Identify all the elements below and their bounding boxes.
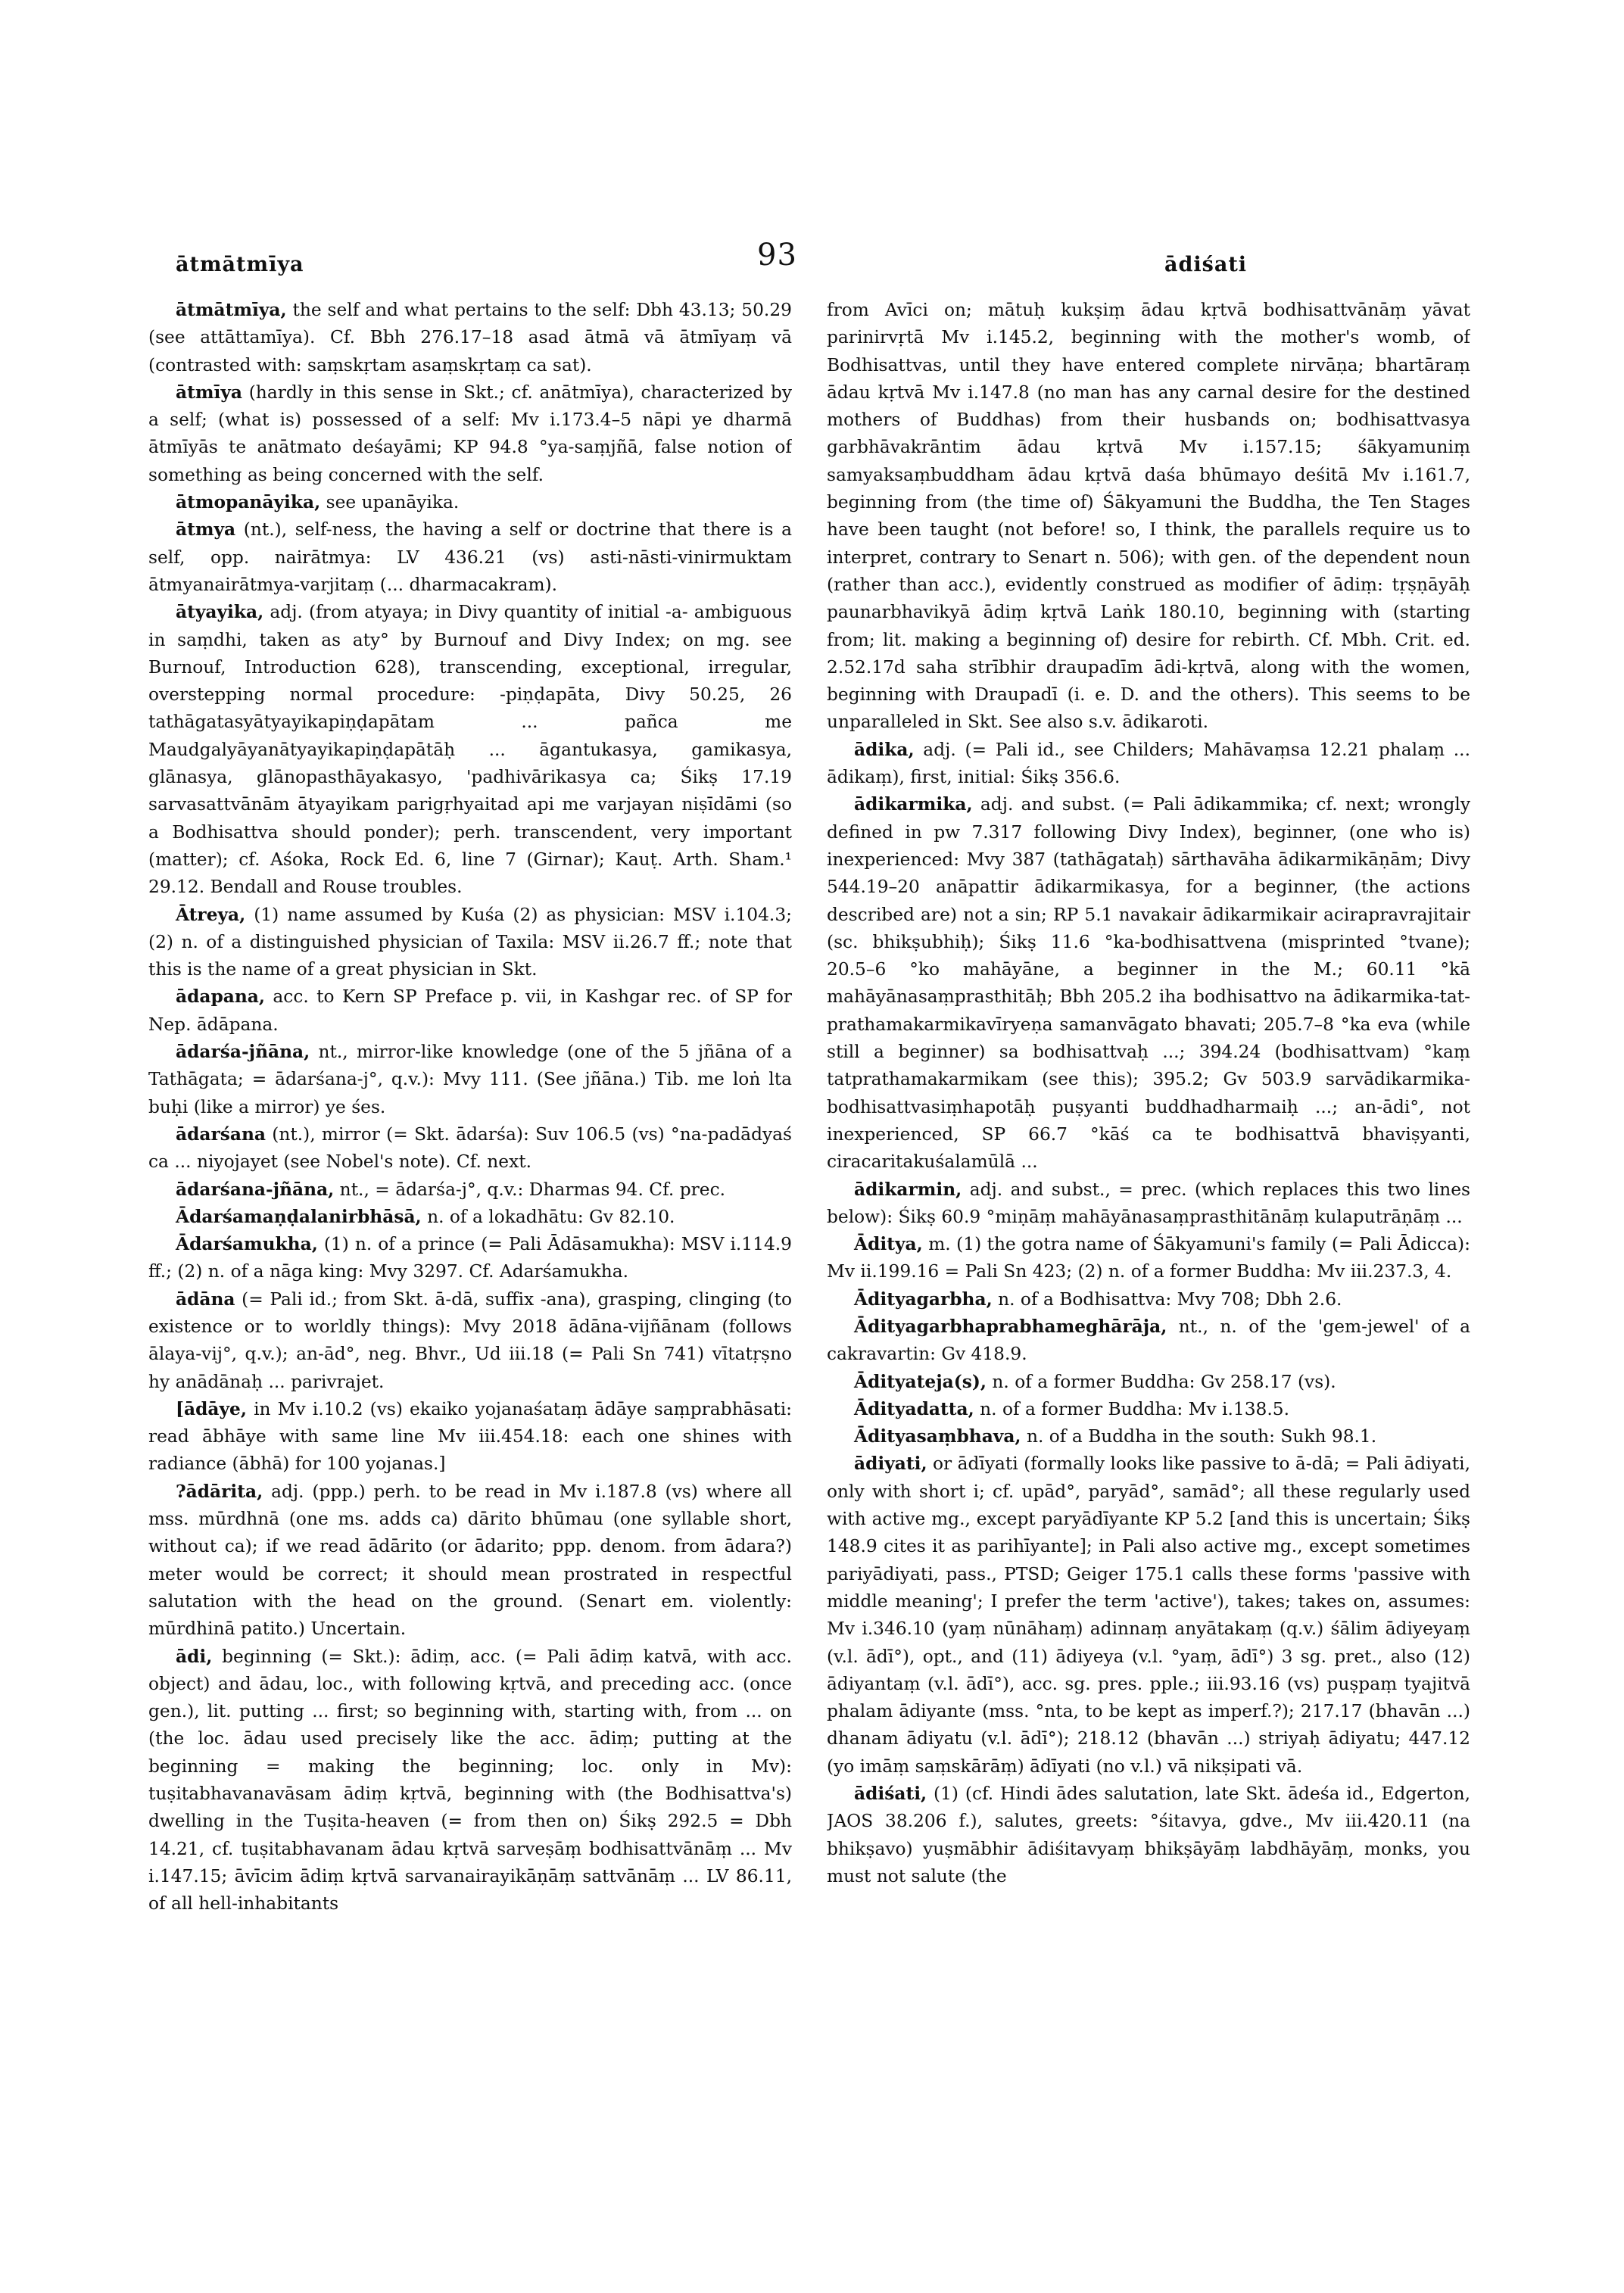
entry-headword: Ādarśamukha, — [176, 1234, 318, 1255]
entry-text: (= Pali id.; from Skt. ā-dā, suffix -ana), grasping, clinging (to existence or to worldly things): Mvy 2018 ādāna-vijñānam (follows ālaya-vij°, q.v.); an-ād°, neg. Bhvr., Ud iii.18 (= Pali Sn 741) vītatṛṣno hy anādānaḥ ... parivrajet. — [148, 1288, 792, 1392]
dictionary-entry — [827, 297, 1470, 737]
entry-headword: ādiyati, — [854, 1453, 927, 1475]
entry-text: n. of a Bodhisattva: Mvy 708; Dbh 2.6. — [992, 1288, 1342, 1310]
dictionary-entry — [148, 1396, 792, 1478]
entry-headword: Ādityateja(s), — [854, 1371, 987, 1392]
entry-text: (1) name assumed by Kuśa (2) as physician: MSV i.104.3; (2) n. of a distinguished physician of Taxila: MSV ii.26.7 ff.; note that this is the name of a great physician in Skt. — [148, 904, 792, 980]
entry-text: in Mv i.10.2 (vs) ekaiko yojanaśataṃ ādāye saṃprabhāsati: read ābhāye with same line Mv iii.454.18: each one shines with radiance (ābhā) for 100 yojanas.] — [148, 1398, 792, 1475]
dictionary-entry — [148, 489, 792, 516]
entry-headword: ādarśana-jñāna, — [176, 1179, 335, 1200]
left-column — [148, 297, 792, 2235]
dictionary-entry — [148, 1121, 792, 1176]
dictionary-entry — [827, 791, 1470, 1176]
entry-text: beginning (= Skt.): ādiṃ, acc. (= Pali ādiṃ katvā, with acc. object) and ādau, loc., with following kṛtvā, and preceding acc. (once gen.), lit. putting ... first; so beginning with, starting with, from ... on (the loc. ādau used precisely like the acc. ādiṃ; putting at the beginning = making the beginning; loc. only in Mv): tuṣitabhavanavāsam ādiṃ kṛtvā, beginning with (the Bodhisattva's) dwelling in the Tuṣita-heaven (= from then on) Śikṣ 292.5 = Dbh 14.21, cf. tuṣitabhavanam ādau kṛtvā sarveṣāṃ bodhisattvānāṃ ... Mv i.147.15; āvīcim ādiṃ kṛtvā sarvanairayikāṇāṃ sattvānāṃ ... LV 86.11, of all hell-inhabitants — [148, 1646, 792, 1914]
right-column — [827, 297, 1470, 2235]
entry-text: from Avīci on; mātuḥ kukṣiṃ ādau kṛtvā bodhisattvānāṃ yāvat parinirvṛtā Mv i.145.2, beginning with the mother's womb, of Bodhisattvas, until they have entered complete nirvāṇa; bhartāraṃ ādau kṛtvā Mv i.147.8 (no man has any carnal desire for the destined mothers of Buddhas) from their husbands on; bodhisattvasya garbhāvakrāntim ādau kṛtvā Mv i.157.15; śākyamuniṃ samyaksaṃbuddham ādau kṛtvā daśa bhūmayo deśitā Mv i.161.7, beginning from (the time of) Śākyamuni the Buddha, the Ten Stages have been taught (not before! so, I think, the parallels require us to interpret, contrary to Senart n. 506); with gen. of the dependent noun (rather than acc.), evidently construed as modifier of ādiṃ: tṛṣṇāyāḥ paunarbhavikyā ādiṃ kṛtvā Laṅk 180.10, beginning with (starting from; lit. making a beginning of) desire for rebirth. Cf. Mbh. Crit. ed. 2.52.17d saha strībhir draupadīm ādi-kṛtvā, along with the women, beginning with Draupadī (i. e. D. and the others). This seems to be unparalleled in Skt. See also s.v. ādikaroti. — [827, 300, 1470, 733]
entry-headword: ādikarmin, — [854, 1179, 962, 1200]
dictionary-entry — [148, 297, 792, 379]
dictionary-entry — [827, 1423, 1470, 1450]
entry-headword: ādarśa-jñāna, — [176, 1042, 310, 1063]
page-number: 93 — [757, 238, 797, 273]
entry-text: or ādīyati (formally looks like passive to ā-dā; = Pali ādiyati, only with short i; cf. upād°, paryād°, samād°; all these regularly used with active mg., except paryādīyante KP 5.2 [and this is uncertain; Śikṣ 148.9 cites it as parihīyante]; in Pali also active mg., except sometimes pariyādiyati, pass., PTSD; Geiger 175.1 calls these forms 'passive with middle meaning'; I prefer the term 'active'), takes; takes on, assumes: Mv i.346.10 (yaṃ nūnāhaṃ) adinnaṃ anyātakaṃ (q.v.) śālim ādiyeyaṃ (v.l. ādī°), opt., and (11) ādiyeya (v.l. °yaṃ, ādī°) 3 sg. pret., also (12) ādiyantaṃ (v.l. ādī°), acc. sg. pres. pple.; iii.93.16 (vs) puṣpaṃ tyajitvā phalam ādiyante (mss. °nta, to be kept as imperf.?); 217.17 (bhavān ...) dhanam ādiyatu (v.l. ādī°); 218.12 (bhavān ...) striyaḥ ādiyatu; 447.12 (yo imāṃ saṃskārāṃ) ādīyati (no v.l.) vā nikṣipati vā. — [827, 1453, 1470, 1777]
dictionary-entry — [148, 379, 792, 489]
entry-text: adj. (from atyaya; in Divy quantity of initial -a- ambiguous in saṃdhi, taken as aty° by Burnouf and Divy Index; on mg. see Burnouf, Introduction 628), transcending, exceptional, irregular, overstepping normal procedure: -piṇḍapāta, Divy 50.25, 26 tathāgatasyātyayikapiṇḍapātam ... pañca me Maudgalyāyanātyayikapiṇḍapātāḥ ... āgantukasya, gamikasya, glānasya, glānopasthāyakasyo, 'padhivārikasya ca; Śikṣ 17.19 sarvasattvānām ātyayikam parigṛhyaitad api me varjayan niṣīdāmi (so a Bodhisattva should ponder); perh. transcendent, very important (matter); cf. Aśoka, Rock Ed. 6, line 7 (Girnar); Kauṭ. Arth. Sham.¹ 29.12. Bendall and Rouse troubles. — [148, 602, 792, 898]
dictionary-entry — [827, 1450, 1470, 1781]
entry-text: acc. to Kern SP Preface p. vii, in Kashgar rec. of SP for Nep. ādāpana. — [148, 986, 792, 1035]
entry-headword: ātmīya — [176, 382, 242, 403]
dictionary-entry — [827, 1396, 1470, 1423]
dictionary-entry — [148, 1204, 792, 1231]
entry-text: (nt.), self-ness, the having a self or doctrine that there is a self, opp. nairātmya: LV 436.21 (vs) asti-nāsti-vinirmuktam ātmyanairātmya-varjitaṃ (... dharmacakram). — [148, 519, 792, 595]
entry-text: n. of a former Buddha: Gv 258.17 (vs). — [987, 1371, 1336, 1392]
running-head-right: ādiśati — [1164, 253, 1248, 276]
dictionary-entry — [827, 737, 1470, 792]
dictionary-entry — [827, 1313, 1470, 1369]
dictionary-entry — [827, 1286, 1470, 1313]
entry-text: (1) n. of a prince (= Pali Ādāsamukha): MSV i.114.9 ff.; (2) n. of a nāga king: Mvy 3297. Cf. Adarśamukha. — [148, 1234, 792, 1282]
entry-headword: ādikarmika, — [854, 794, 973, 815]
dictionary-entry — [148, 516, 792, 599]
dictionary-entry — [148, 1286, 792, 1396]
entry-headword: ādapana, — [176, 986, 266, 1008]
entry-text: m. (1) the gotra name of Śākyamuni's family (= Pali Ādicca): Mv ii.199.16 = Pali Sn 423; (2) n. of a former Buddha: Mv iii.237.3, 4. — [827, 1234, 1470, 1282]
dictionary-entry — [827, 1781, 1470, 1890]
entry-headword: Ātreya, — [176, 904, 246, 925]
entry-text: (1) (cf. Hindi ādes salutation, late Skt. ādeśa id., Edgerton, JAOS 38.206 f.), salutes, greets: °śitavya, gdve., Mv iii.420.11 (na bhikṣavo) yuṣmābhir ādiśitavyaṃ bhikṣāyāṃ labdhāyāṃ, monks, you must not salute (the — [827, 1784, 1470, 1886]
entry-text: the self and what pertains to the self: Dbh 43.13; 50.29 (see attāttamīya). Cf. Bbh 276.17–18 asad ātmā vā ātmīyaṃ vā (contrasted with: saṃskṛtam asaṃskṛtaṃ ca sat). — [148, 300, 792, 375]
entry-text: adj. (ppp.) perh. to be read in Mv i.187.8 (vs) where all mss. mūrdhnā (one ms. adds ca) dārito bhūmau (one syllable short, without ca); if we read ādārito (or ādarito; ppp. denom. from ādara?) meter would be correct; it should mean prostrated in respectful salutation with the head on the ground. (Senart em. violently: mūrdhinā patito.) Uncertain. — [148, 1481, 792, 1640]
dictionary-entry — [827, 1369, 1470, 1396]
entry-headword: Ādarśamaṇḍalanirbhāsā, — [176, 1206, 422, 1227]
entry-headword: Ādityagarbha, — [854, 1288, 993, 1310]
entry-headword: ādarśana — [176, 1123, 266, 1145]
entry-text: (nt.), mirror (= Skt. ādarśa): Suv 106.5 (vs) °na-padādyaś ca ... niyojayet (see Nobel's note). Cf. next. — [148, 1123, 792, 1173]
entry-text: nt., n. of the 'gem-jewel' of a cakravartin: Gv 418.9. — [827, 1316, 1470, 1365]
entry-headword: Ādityagarbhaprabhameghārāja, — [854, 1316, 1167, 1337]
entry-text: (hardly in this sense in Skt.; cf. anātmīya), characterized by a self; (what is) possessed of a self: Mv i.173.4–5 nāpi ye dharmā ātmīyās te anātmato deśayāmi; KP 94.8 °ya-saṃjñā, false notion of something as being concerned with the self. — [148, 382, 792, 485]
entry-text: adj. and subst. (= Pali ādikammika; cf. next; wrongly defined in pw 7.317 following Divy Index), beginner, (one who is) inexperienced: Mvy 387 (tathāgataḥ) sārthavāha ādikarmikāṇām; Divy 544.19–20 anāpattir ādikarmikasya, for a beginner, (the actions described are) not a sin; RP 5.1 navakair ādikarmikair acirapravrajitair (sc. bhikṣubhiḥ); Śikṣ 11.6 °ka-bodhisattvena (misprinted °tvane); 20.5–6 °ko mahāyāne, a beginner in the M.; 60.11 °kā mahāyānasaṃprasthitāḥ; Bbh 205.2 iha bodhisattvo na ādikarmika-tat-prathamakarmikavīryeṇa samanvāgato bhavati; 205.7–8 °ka eva (while still a beginner) sa bodhisattvaḥ ...; 394.24 (bodhisattvam) °kaṃ tatprathamakarmikam (see this); 395.2; Gv 503.9 sarvādikarmika-bodhisattvasiṃhapotāḥ puṣyanti buddhadharmaiḥ ...; an-ādi°, not inexperienced, SP 66.7 °kāś ca te bodhisattvā bhaviṣyanti, ciracaritakuśalamūlā ... — [827, 794, 1470, 1173]
dictionary-entry — [148, 1643, 792, 1918]
running-head-left: ātmātmīya — [176, 253, 304, 276]
entry-headword: ātmya — [176, 519, 236, 541]
dictionary-entry — [148, 1478, 792, 1643]
dictionary-entry — [148, 902, 792, 984]
entry-text: n. of a former Buddha: Mv i.138.5. — [974, 1398, 1289, 1419]
dictionary-entry — [148, 1039, 792, 1121]
dictionary-entry — [827, 1176, 1470, 1232]
entry-headword: Ādityasaṃbhava, — [854, 1426, 1021, 1447]
entry-headword: Ādityadatta, — [854, 1398, 974, 1419]
dictionary-entry — [148, 599, 792, 901]
entry-headword: ādika, — [854, 739, 915, 760]
entry-headword: ātyayika, — [176, 602, 264, 623]
entry-text: n. of a lokadhātu: Gv 82.10. — [421, 1206, 675, 1227]
entry-headword: [ādāye, — [176, 1398, 247, 1419]
entry-headword: ātmopanāyika, — [176, 492, 321, 513]
dictionary-entry — [148, 983, 792, 1039]
entry-text: n. of a Buddha in the south: Sukh 98.1. — [1021, 1426, 1377, 1447]
entry-headword: ?ādārita, — [176, 1481, 263, 1502]
dictionary-entry — [148, 1231, 792, 1286]
entry-headword: ādi, — [176, 1646, 213, 1667]
entry-headword: ātmātmīya, — [176, 300, 287, 320]
entry-text: adj. (= Pali id., see Childers; Mahāvaṃsa 12.21 phalaṃ ... ādikaṃ), first, initial: Śikṣ 356.6. — [827, 739, 1470, 788]
entry-headword: Āditya, — [854, 1234, 923, 1255]
entry-text: nt., mirror-like knowledge (one of the 5 jñāna of a Tathāgata; = ādarśana-j°, q.v.): Mvy 111. (See jñāna.) Tib. me loṅ lta buḥi (like a mirror) ye śes. — [148, 1042, 792, 1117]
entry-text: adj. and subst., = prec. (which replaces this two lines below): Śikṣ 60.9 °miṇāṃ mahāyānasaṃprasthitānāṃ kulaputrāṇāṃ ... — [827, 1179, 1470, 1227]
entry-headword: ādiśati, — [854, 1784, 927, 1805]
entry-headword: ādāna — [176, 1288, 235, 1310]
entry-text: nt., = ādarśa-j°, q.v.: Dharmas 94. Cf. prec. — [334, 1179, 726, 1200]
dictionary-entry — [827, 1231, 1470, 1286]
dictionary-entry — [148, 1176, 792, 1204]
entry-text: see upanāyika. — [320, 492, 460, 513]
